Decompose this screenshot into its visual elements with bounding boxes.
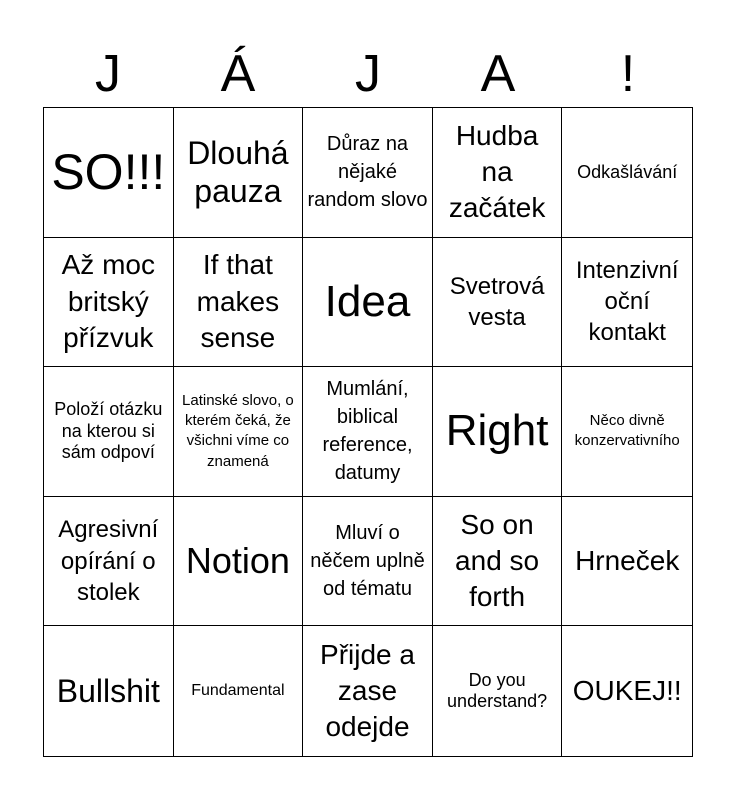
bingo-cell[interactable]: Agresivní opírání o stolek xyxy=(44,497,174,627)
bingo-cell[interactable]: Až moc britský přízvuk xyxy=(44,238,174,368)
bingo-cell[interactable]: Hudba na začátek xyxy=(433,108,563,238)
bingo-cell[interactable]: Intenzivní oční kontakt xyxy=(562,238,692,368)
bingo-cell[interactable]: So on and so forth xyxy=(433,497,563,627)
bingo-cell[interactable]: Odkašlávání xyxy=(562,108,692,238)
bingo-cell[interactable]: Dlouhá pauza xyxy=(174,108,304,238)
bingo-cell[interactable]: Do you understand? xyxy=(433,626,563,756)
bingo-cell[interactable]: Right xyxy=(433,367,563,497)
bingo-cell[interactable]: Hrneček xyxy=(562,497,692,627)
bingo-cell[interactable]: Svetrová vesta xyxy=(433,238,563,368)
header-letter-5: ! xyxy=(620,45,636,103)
bingo-cell[interactable]: Něco divně konzervativního xyxy=(562,367,692,497)
bingo-cell[interactable]: Idea xyxy=(303,238,433,368)
bingo-cell[interactable]: SO!!! xyxy=(44,108,174,238)
bingo-cell[interactable]: Přijde a zase odejde xyxy=(303,626,433,756)
header-letter-2: Á xyxy=(220,45,256,103)
header-letter-4: A xyxy=(480,45,516,103)
bingo-cell[interactable]: Mumlání, biblical reference, datumy xyxy=(303,367,433,497)
bingo-cell[interactable]: Důraz na nějaké random slovo xyxy=(303,108,433,238)
bingo-cell[interactable]: If that makes sense xyxy=(174,238,304,368)
header-letter-3: J xyxy=(355,45,381,103)
bingo-cell[interactable]: Latinské slovo, o kterém čeká, že všichni víme co znamená xyxy=(174,367,304,497)
bingo-cell[interactable]: Položí otázku na kterou si sám odpoví xyxy=(44,367,174,497)
bingo-cell[interactable]: OUKEJ!! xyxy=(572,675,682,706)
bingo-grid xyxy=(43,107,693,757)
bingo-cell[interactable]: Mluví o něčem uplně od tématu xyxy=(303,497,433,627)
bingo-cell[interactable]: Notion xyxy=(174,497,304,627)
bingo-cell[interactable]: Fundamental xyxy=(174,626,304,756)
header-letter-1: J xyxy=(95,45,121,103)
bingo-header xyxy=(43,40,693,108)
bingo-cell[interactable]: Bullshit xyxy=(44,626,174,756)
